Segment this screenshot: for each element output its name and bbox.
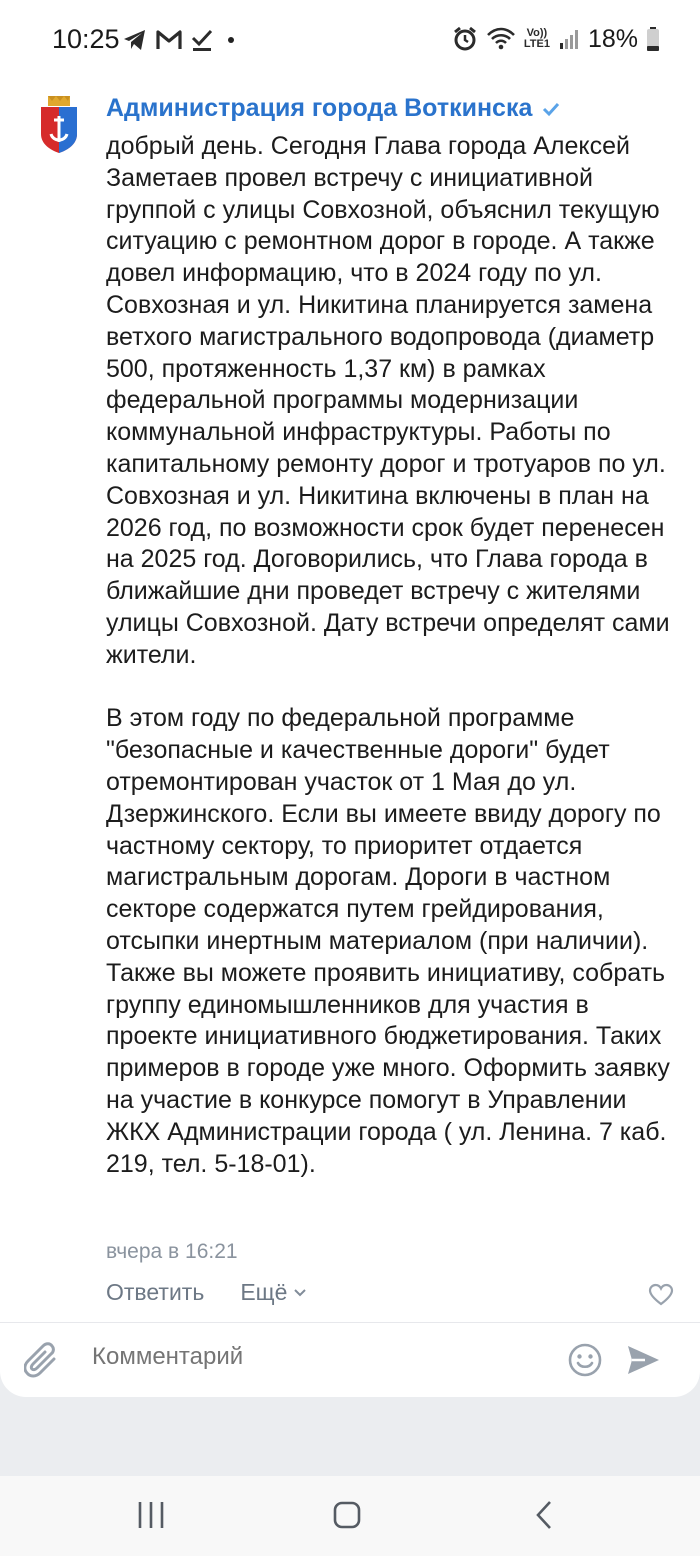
more-label: Ещё — [240, 1279, 288, 1305]
comment-text: добрый день. Сегодня Глава города Алексей Заметаев провел встречу с инициативной группой с улицы Совхозной, объяснил текущую ситуацию с ремонтном дорог в городе. А также довел информацию, что в 2024 году по ул. Совхозная и ул. Никитина планируется замена ветхого магистрального водопровода (диаметр 500, протяженность 1,37 км) в рамках федеральной программы модернизации коммунальной инфраструктуры. Работы по капитальному ремонту дорог и тротуаров по ул. Совхозная и ул. Никитина включены в план на 2026 год, по возможности срок будет перенесен на 2025 год. Договорились, что Глава города в ближайшие дни проведет встречу с жителями улицы Совхозной. Дату встречи определят сами жители. В этом году по федеральной программе "безопасные и качественные дороги" будет отремонтирован участок от 1 Мая до ул. Дзержинского. Если вы имеете ввиду дорогу по частному сектору, то приоритет отдается магистральным дорогам. Дороги в частном секторе содержатся путем грейдирования, отсыпки инертным материалом (при наличии). Также вы можете проявить инициативу, собрать группу единомышленников для участия в проекте инициативного бюджетирования. Таких примеров в городе уже много. Оформить заявку на участие в конкурсе помогут в Управлении ЖКХ Администрации города ( ул. Ленина. 7 каб. 219, тел. 5-18-01). — [106, 132, 670, 1178]
wifi-icon — [486, 27, 516, 51]
reply-button[interactable]: Ответить — [106, 1279, 205, 1305]
avatar[interactable] — [38, 96, 80, 154]
paperclip-icon[interactable] — [24, 1341, 60, 1381]
battery-percent: 18% — [587, 24, 638, 53]
signal-icon — [558, 28, 580, 50]
more-button[interactable] — [240, 1279, 307, 1306]
chevron-down-icon — [293, 1288, 307, 1298]
comment-actions — [106, 1279, 307, 1306]
heart-icon[interactable] — [648, 1283, 674, 1307]
status-bar — [0, 0, 700, 80]
volte-indicator: Vo)) LTE1 — [523, 27, 550, 50]
comment-composer — [0, 1323, 700, 1397]
verified-icon — [542, 100, 560, 118]
author-name[interactable]: Администрация города Воткинска — [106, 94, 533, 122]
alarm-icon — [452, 26, 478, 52]
battery-icon — [646, 26, 660, 52]
send-icon[interactable] — [625, 1343, 661, 1377]
comment-timestamp: вчера в 16:21 — [106, 1240, 238, 1263]
recents-icon[interactable] — [136, 1498, 166, 1532]
home-icon[interactable] — [332, 1498, 362, 1532]
telegram-icon — [122, 28, 148, 52]
notification-dot-icon — [228, 37, 234, 43]
back-icon[interactable] — [532, 1498, 558, 1532]
comment-input[interactable] — [92, 1343, 532, 1371]
status-time: 10:25 — [52, 24, 120, 54]
check-icon — [190, 28, 214, 52]
gmail-icon — [156, 29, 182, 51]
emoji-icon[interactable] — [567, 1342, 603, 1378]
comment-author[interactable] — [106, 94, 560, 123]
navigation-bar — [0, 1476, 700, 1556]
